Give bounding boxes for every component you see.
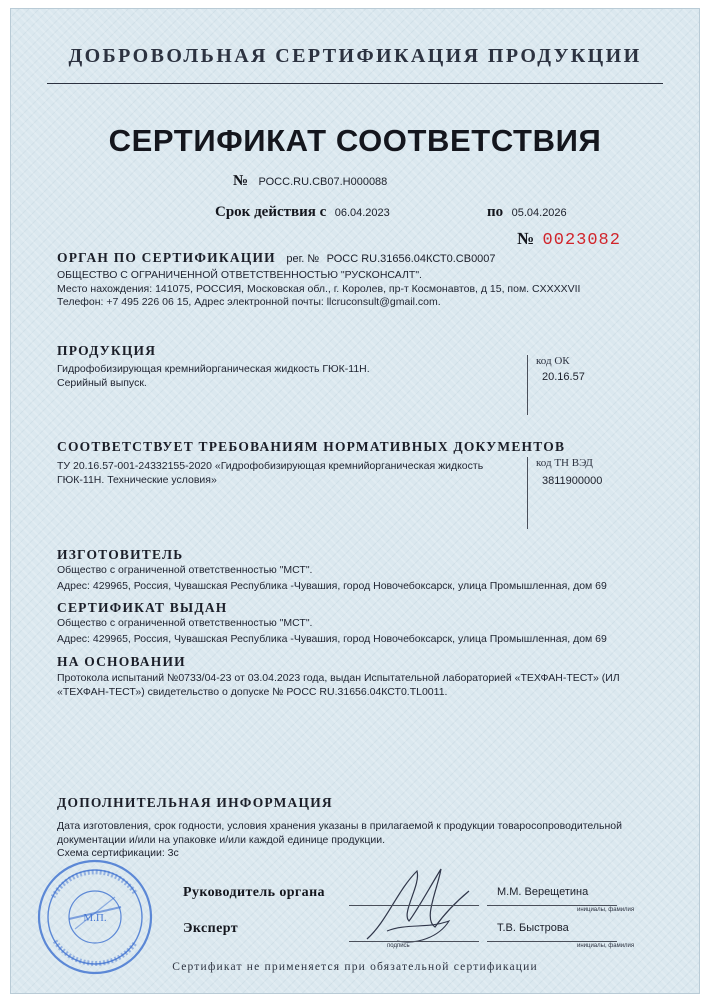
issued-to-address: Адрес: 429965, Россия, Чувашская Республика -Чувашия, город Новочебоксарск, улица Промышленная, дом 69 [57, 632, 607, 645]
additional-info-line-1: Дата изготовления, срок годности, условия хранения указаны в прилагаемой к продукции товаросопроводительной [57, 820, 622, 832]
additional-info-scheme: Схема сертификации: 3с [57, 847, 179, 859]
seal-stamp [35, 857, 155, 977]
tnved-code-label: код ТН ВЭД [536, 457, 593, 469]
basis-section [57, 654, 687, 699]
additional-info-section [57, 795, 693, 861]
validity-to-label: по [487, 204, 504, 220]
expert-name: Т.В. Быстрова [497, 922, 569, 934]
product-heading: ПРОДУКЦИЯ [57, 343, 157, 358]
compliance-heading: СООТВЕТСТВУЕТ ТРЕБОВАНИЯМ НОРМАТИВНЫХ ДОКУМЕНТОВ [57, 439, 566, 454]
signature-squiggle [357, 861, 477, 951]
issued-to-section [57, 600, 687, 646]
certificate-sheet [10, 8, 700, 994]
head-of-body-name: М.М. Верещетина [497, 886, 589, 898]
registration-number-row [233, 172, 387, 190]
validity-to-row [487, 203, 567, 221]
validity-row [215, 203, 390, 221]
certification-body-name: ОБЩЕСТВО С ОГРАНИЧЕННОЙ ОТВЕТСТВЕННОСТЬЮ "РУСКОНСАЛТ". [57, 269, 422, 281]
basis-protocol: Протокола испытаний №0733/04-23 от 03.04.2023 года, выдан Испытательной лабораторией «ТЕХФАН-ТЕСТ» (ИЛ [57, 672, 620, 684]
manufacturer-name: Общество с ограниченной ответственностью "МСТ". [57, 564, 313, 576]
certification-body-contacts: Телефон: +7 495 226 06 15, Адрес электронной почты: llcruconsult@gmail.com. [57, 296, 441, 308]
head-name-caption: инициалы, фамилия [577, 907, 635, 913]
valid-from: 06.04.2023 [334, 207, 390, 219]
tnved-code-box [527, 457, 668, 529]
head-signature-line [349, 905, 479, 906]
compliance-standard-title: ГЮК-11Н. Технические условия» [57, 473, 217, 486]
additional-info-heading: ДОПОЛНИТЕЛЬНАЯ ИНФОРМАЦИЯ [57, 795, 333, 810]
footer-notice: Сертификат не применяется при обязательной сертификации [172, 961, 538, 973]
certification-body-reg-number: РОСС RU.31656.04КСТ0.СВ0007 [326, 253, 496, 265]
validity-label: Срок действия с [215, 204, 327, 220]
product-code-label: код ОК [536, 355, 570, 367]
compliance-text [57, 460, 527, 487]
certification-body-heading: ОРГАН ПО СЕРТИФИКАЦИИ [57, 250, 276, 265]
certification-body-section [57, 249, 677, 310]
document-title: СЕРТИФИКАТ СООТВЕТСТВИЯ [108, 123, 602, 158]
expert-name-caption: инициалы, фамилия [577, 943, 635, 949]
manufacturer-section [57, 547, 687, 593]
expert-label: Эксперт [183, 921, 238, 936]
manufacturer-heading: ИЗГОТОВИТЕЛЬ [57, 547, 184, 562]
tnved-code: 3811900000 [542, 475, 603, 487]
product-code-box [527, 355, 668, 415]
compliance-section [57, 439, 677, 455]
issued-to-heading: СЕРТИФИКАТ ВЫДАН [57, 600, 228, 615]
compliance-standard: ТУ 20.16.57-001-24332155-2020 «Гидрофобизирующая кремнийорганическая жидкость [57, 460, 484, 472]
certification-body-address: Место нахождения: 141075, РОССИЯ, Московская обл., г. Королев, пр-т Космонавтов, д 15, пом. CXXXXVII [57, 282, 581, 295]
product-name: Гидрофобизирующая кремнийорганическая жидкость ГЮК-11Н. [57, 363, 370, 375]
registration-number: РОСС.RU.СВ07.Н000088 [258, 176, 388, 188]
expert-name-line [487, 941, 617, 942]
head-of-body-label: Руководитель органа [183, 885, 325, 900]
basis-heading: НА ОСНОВАНИИ [57, 654, 186, 669]
signature-caption: подпись [387, 943, 410, 949]
header-divider [47, 83, 663, 84]
manufacturer-address: Адрес: 429965, Россия, Чувашская Республика -Чувашия, город Новочебоксарск, улица Промышленная, дом 69 [57, 579, 607, 592]
blank-number: 0023082 [542, 231, 621, 250]
valid-to: 05.04.2026 [511, 207, 567, 219]
issued-to-name: Общество с ограниченной ответственностью "МСТ". [57, 617, 313, 629]
basis-accreditation: «ТЕХФАН-ТЕСТ») свидетельство о допуске № РОСС RU.31656.04КСТ0.TL0011. [57, 685, 448, 698]
head-name-line [487, 905, 617, 906]
product-code: 20.16.57 [542, 371, 585, 383]
expert-signature-line [349, 941, 479, 942]
seal-stamp-label: М.П. [83, 912, 107, 924]
blank-number-row [517, 229, 621, 250]
document-subtitle: ДОБРОВОЛЬНАЯ СЕРТИФИКАЦИЯ ПРОДУКЦИИ [68, 45, 642, 67]
product-section [57, 343, 517, 390]
certification-body-reg-label: рег. № [286, 253, 320, 265]
product-release: Серийный выпуск. [57, 376, 147, 389]
blank-number-label: № [517, 229, 535, 248]
additional-info-line-2: документации и/или на упаковке и/или каждой единице продукции. [57, 833, 386, 846]
registration-number-label: № [233, 173, 249, 189]
